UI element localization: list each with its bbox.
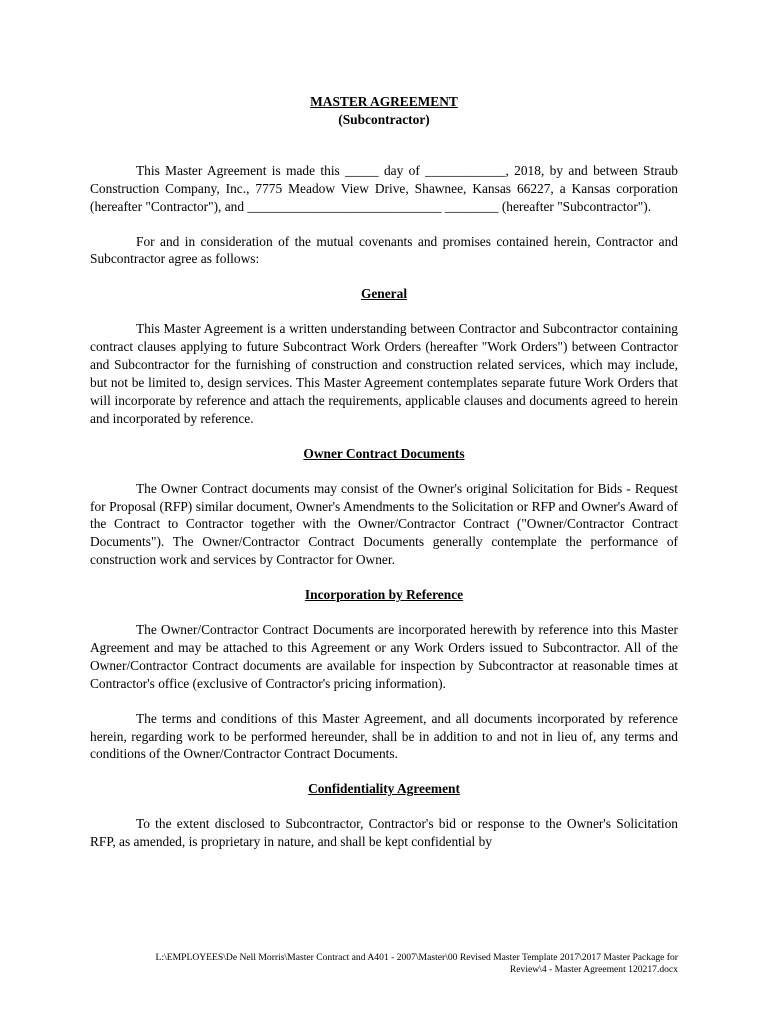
document-footer-path bbox=[90, 952, 678, 976]
section-heading-confidentiality-agreement: Confidentiality Agreement bbox=[308, 781, 460, 797]
section-heading-general: General bbox=[360, 286, 408, 302]
incorporation-paragraph-1: The Owner/Contractor Contract Documents are incorporated herewith by reference into this Master Agreement and may be attached to this Agreement or any Work Orders issued to Subcontractor. All of the Owner/Contractor Contract documents are available for inspection by Subcontractor at reasonable times at Contractor's office (exclusive of Contractor's pricing information). bbox=[90, 622, 678, 691]
section-heading-incorporation-by-reference: Incorporation by Reference bbox=[304, 587, 464, 603]
owner-contract-documents-paragraph: The Owner Contract documents may consist of the Owner's original Solicitation for Bids - Request for Proposal (RFP) similar document, Owner's Amendments to the Solicitation or RFP and Owner's Award of the Contract to Contractor together with the Owner/Contractor Contract ("Owner/Contractor Contract Documents"). The Owner/Contractor Contract Documents generally contemplate the performance of construction work and services by Contractor for Owner. bbox=[90, 480, 678, 568]
document-title: MASTER AGREEMENT bbox=[310, 94, 458, 109]
footer-line-1: L:\EMPLOYEES\De Nell Morris\Master Contract and A401 - 2007\Master\00 Revised Master Template 2017\2017 Master Package for bbox=[155, 952, 678, 963]
confidentiality-paragraph: To the extent disclosed to Subcontractor, Contractor's bid or response to the Owner's Solicitation RFP, as amended, is proprietary in nature, and shall be kept confidential by bbox=[90, 816, 678, 850]
document-subtitle: (Subcontractor) bbox=[338, 111, 430, 127]
document-page bbox=[90, 93, 678, 851]
section-heading-owner-contract-documents: Owner Contract Documents bbox=[303, 445, 465, 461]
consideration-paragraph: For and in consideration of the mutual covenants and promises contained herein, Contractor and Subcontractor agree as follows: bbox=[90, 233, 678, 267]
incorporation-paragraph-2: The terms and conditions of this Master Agreement, and all documents incorporated by reference herein, regarding work to be performed hereunder, shall be in addition to and not in lieu of, any terms and conditions of the Owner/Contractor Contract Documents. bbox=[90, 710, 678, 762]
intro-paragraph: This Master Agreement is made this _____ day of ____________, 2018, by and between Straub Construction Company, Inc., 7775 Meadow View Drive, Shawnee, Kansas 66227, a Kansas corporation (hereafter "Contractor"), and _____________________________ ________ (hereafter "Subcontractor"). bbox=[90, 162, 678, 214]
footer-line-2: Review\4 - Master Agreement 120217.docx bbox=[509, 963, 678, 975]
general-paragraph: This Master Agreement is a written understanding between Contractor and Subcontractor containing contract clauses applying to future Subcontract Work Orders (hereafter "Work Orders") between Contractor and Subcontractor for the furnishing of construction and construction related services, which may include, but not be limited to, design services. This Master Agreement contemplates separate future Work Orders that will incorporate by reference and attach the requirements, applicable clauses and documents agreed to herein and incorporated by reference. bbox=[90, 321, 678, 426]
